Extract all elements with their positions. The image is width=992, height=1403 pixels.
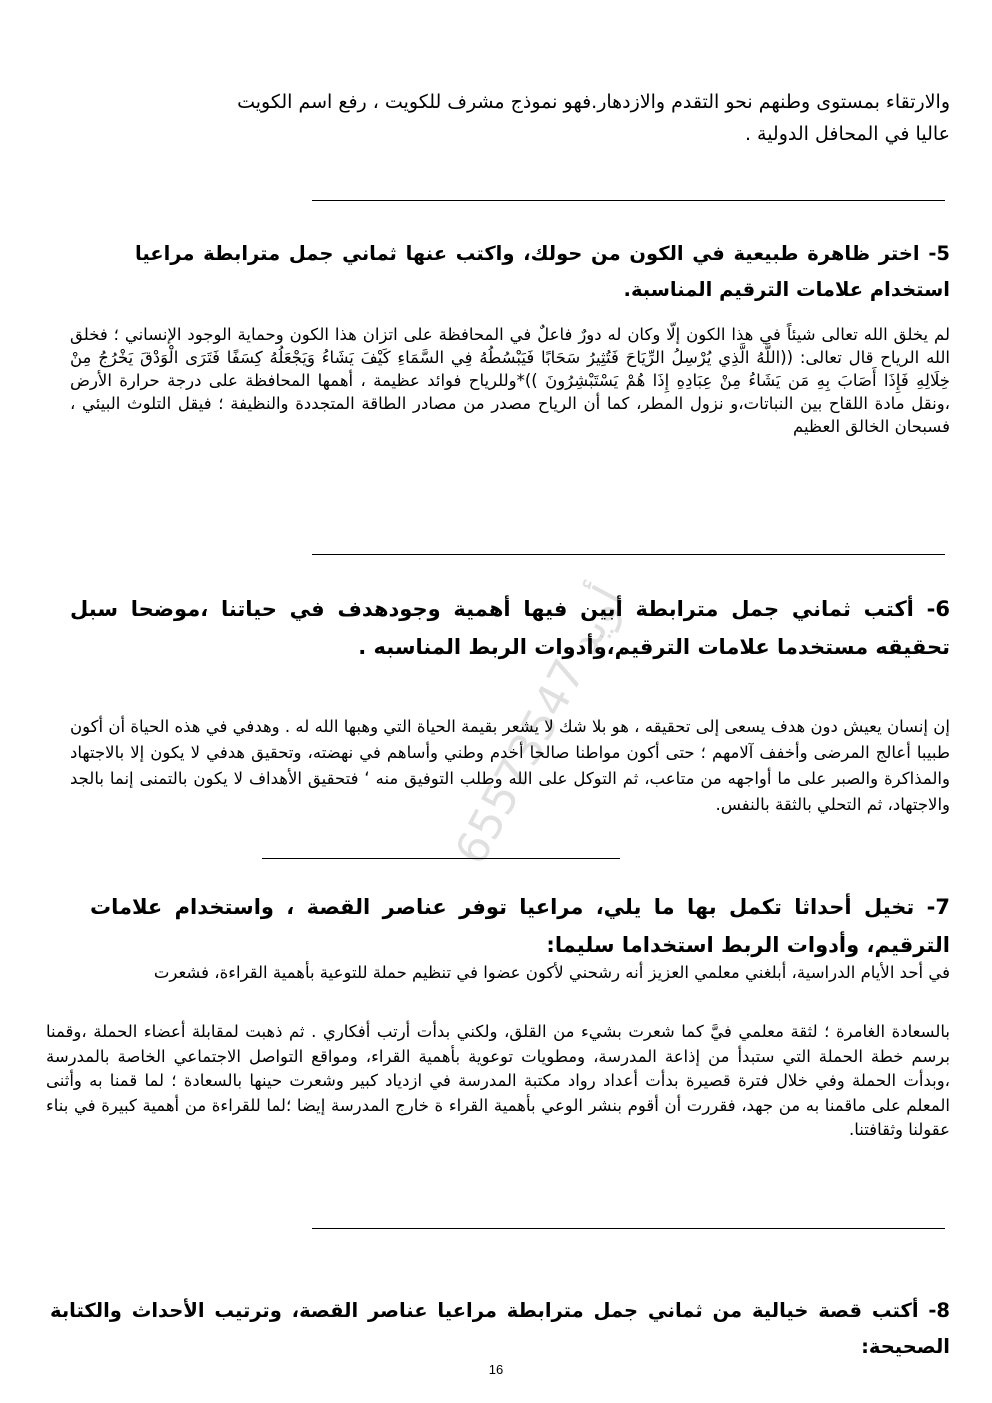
question-7-answer: بالسعادة الغامرة ؛ لثقة معلمي فيَّ كما شعرت بشيء من القلق، ولكني بدأت أرتب أفكاري . ثم ذهبت لمقابلة أعضاء الحملة ،وقمنا برسم خطة الحملة التي ستبدأ من إذاعة المدرسة، ومطويات توعوية بأهمية القراء، ومواقع التواصل الاجتماعي الخاصة بالمدرسة ،وبدأت الحملة وفي خلال فترة قصيرة بدأت أعداد رواد مكتبة المدرسة في ازدياد كبير وشعرت حينها بالسعادة ؛ لما قمنا به وأثنى المعلم على ماقمنا به من جهد، فقررت أن أقوم بنشر الوعي بأهمية القراء ة خارج المدرسة إيضا ؛لما للقراءة من أهمية كبيرة في بناء عقولنا وثقافتنا. <box>46 1022 950 1139</box>
question-5-title: 5- اختر ظاهرة طبيعية في الكون من حولك، واكتب عنها ثماني جمل مترابطة مراعيا استخدام علامات الترقيم المناسبة. <box>135 242 950 301</box>
watermark: أويد 65573547 <box>445 578 635 873</box>
question-6-title: 6- أكتب ثماني جمل مترابطة أبين فيها أهمية وجودهدف في حياتنا ،موضحا سبل تحقيقه مستخدما علامات الترقيم،وأدوات الربط المناسبه . <box>70 597 950 659</box>
intro-line-2: عاليا في المحافل الدولية . <box>744 123 950 145</box>
question-8-title: 8- أكتب قصة خيالية من ثماني جمل مترابطة مراعيا عناصر القصة، وترتيب الأحداث والكتابة الصحيحة: <box>50 1299 950 1358</box>
question-7-prompt: في أحد الأيام الدراسية، أبلغني معلمي العزيز أنه رشحني لأكون عضوا في تنظيم حملة للتوعية بأهمية القراءة، فشعرت <box>153 963 950 982</box>
answer-divider-3 <box>312 1228 945 1229</box>
question-5-answer: لم يخلق الله تعالى شيئاً في هذا الكون إلّا وكان له دورٌ فاعلٌ في المحافظة على اتزان هذا الكون وحماية الوجود الإنساني ؛ فخلق الله الرياح قال تعالى: ((اللَّهُ الَّذِي يُرْسِلُ الرِّيَاحَ فَتُثِيرُ سَحَابًا فَيَبْسُطُهُ فِي السَّمَاءِ كَيْفَ يَشَاءُ وَيَجْعَلُهُ كِسَفًا فَتَرَى الْوَدْقَ يَخْرُجُ مِنْ خِلَالِهِ فَإِذَا أَصَابَ بِهِ مَن يَشَاءُ مِنْ عِبَادِهِ إِذَا هُمْ يَسْتَبْشِرُونَ ))*وللرياح فوائد عظيمة ، أهمها المحافظة على درجة حرارة الأرض ،ونقل مادة اللقاح بين النباتات،و نزول المطر، كما أن الرياح مصدر من مصادر الطاقة المتجددة والنظيفة ؛ فيقل التلوث البيئي ، فسبحان الخالق العظيم <box>70 325 950 436</box>
intro-line-1: والارتقاء بمستوى وطنهم نحو التقدم والازدهار.فهو نموذج مشرف للكويت ، رفع اسم الكويت <box>237 91 950 113</box>
answer-divider-1 <box>312 200 945 201</box>
question-7-title: 7- تخيل أحداثا تكمل بها ما يلي، مراعيا توفر عناصر القصة ، واستخدام علامات الترقيم، وأدوات الربط استخداما سليما: <box>90 895 950 957</box>
page-number: 16 <box>488 1362 504 1377</box>
question-6-answer: إن إنسان يعيش دون هدف يسعى إلى تحقيقه ، هو بلا شك لا يشعر بقيمة الحياة التي وهبها الله له . وهدفي في هذه الحياة أن أكون طبيبا أعالج المرضى وأخفف آلامهم ؛ حتى أكون مواطنا صالحا أخدم وطني وأساهم في نهضته، وتحقيق هدفي لا يكون إلا بالاجتهاد والمذاكرة والصبر على ما أواجهه من متاعب، ثم التوكل على الله وطلب التوفيق منه ‘ فتحقيق الأهداف لا يكون بالتمنى إنما بالجد والاجتهاد، ثم التحلي بالثقة بالنفس. <box>70 717 950 814</box>
